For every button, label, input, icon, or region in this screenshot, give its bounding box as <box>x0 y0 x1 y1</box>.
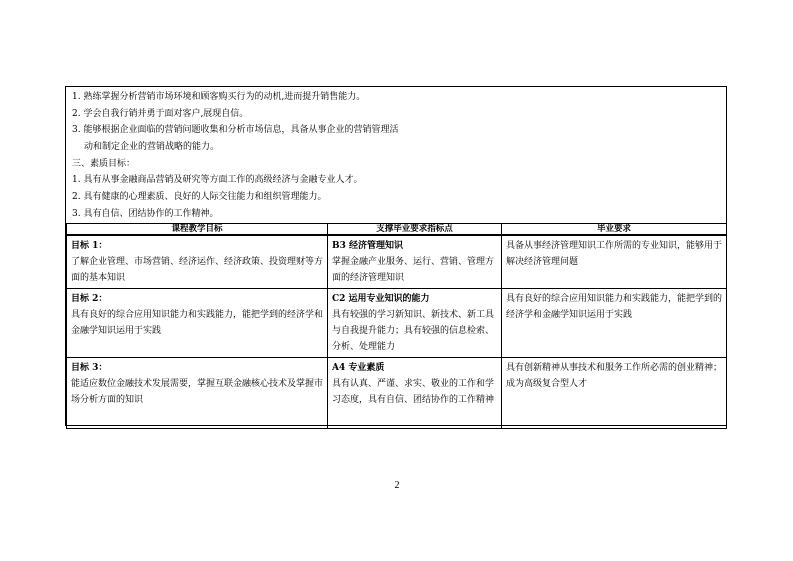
indicator-text: 具有较强的学习新知识、新技术、新工具与自我提升能力；具有较强的信息检索、分析、处理能力 <box>332 310 495 352</box>
goal-title: 目标 1： <box>71 241 108 251</box>
objective-line: 1. 熟练掌握分析营销市场环境和顾客购买行为的动机,进而提升销售能力。 <box>72 92 366 102</box>
page-number: 2 <box>394 480 400 491</box>
indicator-title: C2 运用专业知识的能力 <box>332 294 430 304</box>
goal-cell <box>67 358 328 429</box>
content-frame <box>65 86 727 426</box>
indicator-cell <box>328 235 502 289</box>
indicator-cell <box>328 289 502 358</box>
table-row <box>67 289 727 358</box>
requirement-cell: 具备从事经济管理知识工作所需的专业知识，能够用于解决经济管理问题 <box>502 235 727 289</box>
goal-title: 目标 2： <box>71 294 108 304</box>
indicator-text: 具有认真、严谨、求实、敬业的工作和学习态度，具有自信、团结协作的工作精神 <box>332 379 495 405</box>
objective-line-continued: 动和制定企业的营销战略的能力。 <box>84 142 220 153</box>
table-row <box>67 235 727 289</box>
objective-line: 2. 具有健康的心理素质、良好的人际交往能力和组织管理能力。 <box>72 192 327 203</box>
objective-line: 1. 具有从事金融商品营销及研究等方面工作的高级经济与金融专业人才。 <box>72 175 363 186</box>
indicator-title: B3 经济管理知识 <box>332 241 404 251</box>
section-heading-quality: 三、素质目标： <box>72 158 136 169</box>
header-course-goal: 课程教学目标 <box>67 224 328 236</box>
objective-line: 2. 学会自我行销并勇于面对客户,展现自信。 <box>72 108 249 119</box>
header-requirement: 毕业要求 <box>502 224 727 236</box>
goal-cell <box>67 289 328 358</box>
goal-title: 目标 3： <box>71 363 108 373</box>
header-indicator: 支撑毕业要求指标点 <box>328 224 502 236</box>
objectives-text <box>72 89 722 223</box>
objectives-table <box>66 223 727 429</box>
requirement-cell: 具有创新精神从事技术和服务工作所必需的创业精神；成为高级复合型人才 <box>502 358 727 429</box>
goal-cell <box>67 235 328 289</box>
indicator-title: A4 专业素质 <box>332 363 385 373</box>
indicator-cell <box>328 358 502 429</box>
goal-text: 具有良好的综合应用知识能力和实践能力，能把学到的经济学和金融学知识运用于实践 <box>71 310 324 336</box>
objective-line: 3. 能够根据企业面临的营销问题收集和分析市场信息，具备从事企业的营销管理活 <box>72 125 399 136</box>
requirement-cell: 具有良好的综合应用知识能力和实践能力，能把学到的经济学和金融学知识运用于实践 <box>502 289 727 358</box>
goal-text: 能适应数位金融技术发展需要，掌握互联金融核心技术及掌握市场分析方面的知识 <box>71 379 324 405</box>
table-header-row <box>67 224 727 236</box>
goal-text: 了解企业管理、市场营销、经济运作、经济政策、投资理财等方面的基本知识 <box>71 257 324 283</box>
objective-line: 3. 具有自信、团结协作的工作精神。 <box>72 208 219 219</box>
indicator-text: 掌握金融产业服务、运行、营销、管理方面的经济管理知识 <box>332 257 495 283</box>
table-row <box>67 358 727 429</box>
